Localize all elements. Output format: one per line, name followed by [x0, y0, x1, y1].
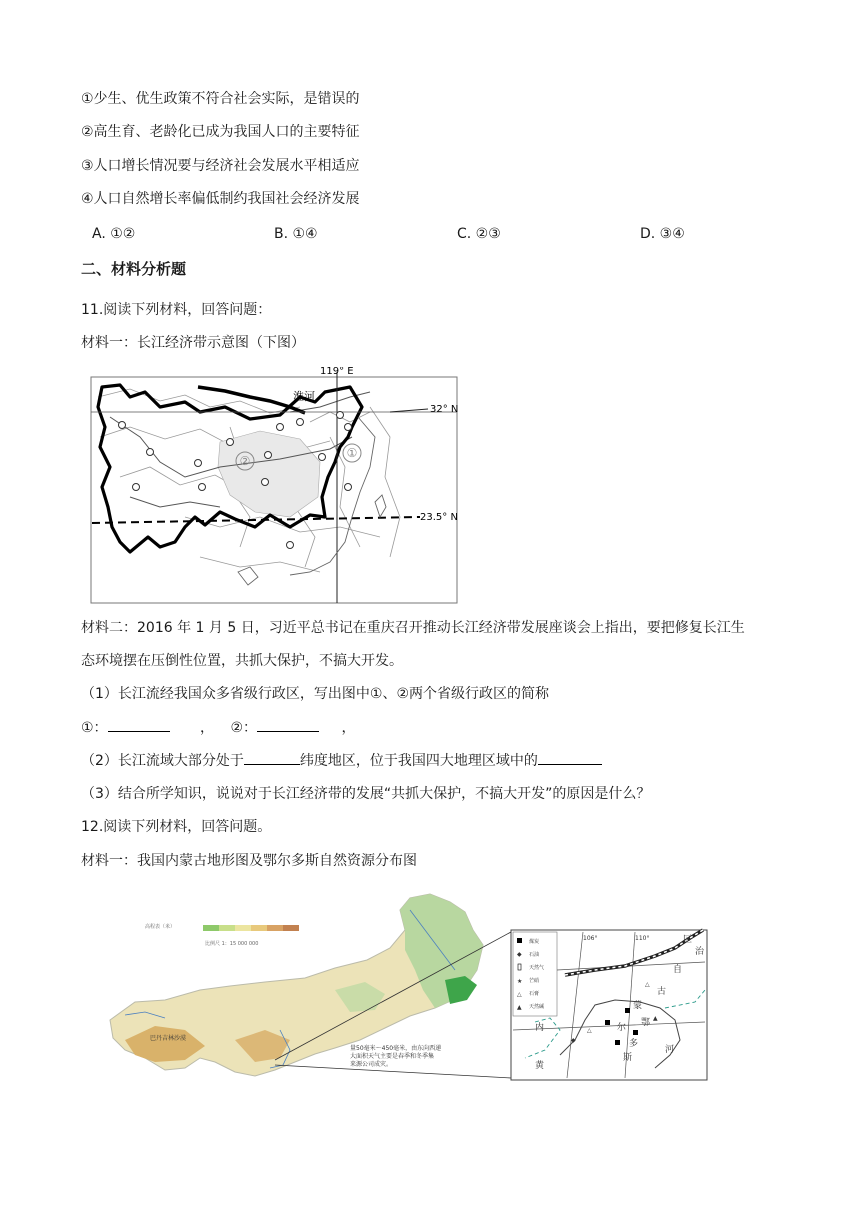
svg-text:★: ★ — [517, 978, 523, 985]
q12-stem: 12.阅读下列材料，回答问题。 — [81, 819, 272, 835]
answer-blank-4[interactable] — [538, 750, 602, 765]
yangtze-economic-belt-map — [90, 367, 488, 605]
svg-text:高程表（米）: 高程表（米） — [145, 924, 176, 930]
svg-text:斯: 斯 — [623, 1053, 633, 1063]
option-c[interactable]: C. ②③ — [457, 226, 501, 242]
svg-text:大面积天气主要是春季和冬季集: 大面积天气主要是春季和冬季集 — [350, 1053, 435, 1060]
q11-material2-line2: 态环境摆在压倒性位置，共抓大保护，不搞大开发。 — [81, 653, 403, 669]
svg-text:鄂: 鄂 — [641, 1018, 651, 1028]
svg-text:◆: ◆ — [517, 951, 522, 958]
q11-sub3: （3）结合所学知识，说说对于长江经济带的发展“共抓大保护，不搞大开发”的原因是什么？ — [81, 786, 651, 802]
svg-text:比例尺 1：15 000 000: 比例尺 1：15 000 000 — [205, 941, 259, 947]
svg-text:110°: 110° — [635, 935, 650, 942]
q11-material2-line1: 材料二：2016 年 1 月 5 日，习近平总书记在重庆召开推动长江经济带发展座谈会上指出，要把修复长江生 — [81, 620, 745, 636]
answer-blank-1[interactable] — [108, 717, 170, 732]
q11-stem: 11.阅读下列材料，回答问题： — [81, 302, 272, 318]
svg-text:▲: ▲ — [517, 1004, 522, 1011]
section-title: 二、材料分析题 — [81, 260, 187, 278]
svg-text:内: 内 — [535, 1023, 545, 1033]
svg-text:◆: ◆ — [571, 1037, 576, 1044]
svg-text:石油: 石油 — [529, 952, 540, 958]
map-label-1: ① — [346, 446, 358, 460]
svg-text:来源公司成灾。: 来源公司成灾。 — [350, 1061, 393, 1068]
q11-material1: 材料一：长江经济带示意图（下图） — [81, 335, 305, 351]
svg-text:量50毫米～450毫米，由东向西递: 量50毫米～450毫米，由东向西递 — [350, 1045, 442, 1052]
map-lat23-label: 23.5° N — [420, 512, 458, 523]
option-a[interactable]: A. ①② — [92, 226, 136, 242]
inner-mongolia-map — [105, 890, 710, 1095]
option-d[interactable]: D. ③④ — [640, 226, 685, 242]
svg-text:蒙: 蒙 — [633, 1001, 643, 1011]
svg-text:黄: 黄 — [535, 1061, 545, 1071]
svg-text:芒硝: 芒硝 — [529, 978, 540, 984]
svg-text:△: △ — [517, 991, 522, 998]
svg-text:尔: 尔 — [617, 1023, 627, 1033]
answer-blank-2[interactable] — [257, 717, 319, 732]
svg-text:治: 治 — [695, 947, 705, 957]
map-huaihe-label: 淮河 — [293, 390, 315, 403]
q12-material1: 材料一：我国内蒙古地形图及鄂尔多斯自然资源分布图 — [81, 853, 417, 869]
map-label-2: ② — [239, 454, 251, 468]
svg-text:天然碱: 天然碱 — [529, 1004, 545, 1010]
answer-blank-3[interactable] — [244, 750, 300, 765]
q11-sub1: （1）长江流经我国众多省级行政区，写出图中①、②两个省级行政区的简称 — [81, 686, 550, 702]
svg-text:古: 古 — [657, 987, 667, 997]
svg-text:天然气: 天然气 — [529, 965, 545, 971]
option-b[interactable]: B. ①④ — [274, 226, 318, 242]
svg-text:多: 多 — [629, 1039, 639, 1049]
statement-2: ②高生育、老龄化已成为我国人口的主要特征 — [81, 124, 360, 140]
map-lon-label: 119° E — [320, 367, 354, 377]
statement-3: ③人口增长情况要与经济社会发展水平相适应 — [81, 158, 360, 174]
svg-text:自: 自 — [673, 965, 683, 975]
svg-text:煤炭: 煤炭 — [529, 939, 540, 945]
svg-text:106°: 106° — [583, 935, 598, 942]
svg-text:河: 河 — [665, 1045, 675, 1055]
map-lat32-label: 32° N — [430, 404, 459, 415]
svg-text:巴丹吉林沙漠: 巴丹吉林沙漠 — [150, 1035, 187, 1042]
svg-text:区: 区 — [683, 935, 693, 945]
svg-text:△: △ — [587, 1027, 592, 1034]
q11-sub1-answers: ①： ， ②： ， — [81, 717, 355, 738]
svg-text:△: △ — [645, 981, 650, 988]
svg-text:▲: ▲ — [653, 1015, 658, 1022]
svg-text:石膏: 石膏 — [529, 991, 540, 997]
q11-sub2: （2）长江流域大部分处于 纬度地区，位于我国四大地理区域中的 — [81, 750, 602, 771]
statement-1: ①少生、优生政策不符合社会实际，是错误的 — [81, 91, 360, 107]
statement-4: ④人口自然增长率偏低制约我国社会经济发展 — [81, 191, 360, 207]
